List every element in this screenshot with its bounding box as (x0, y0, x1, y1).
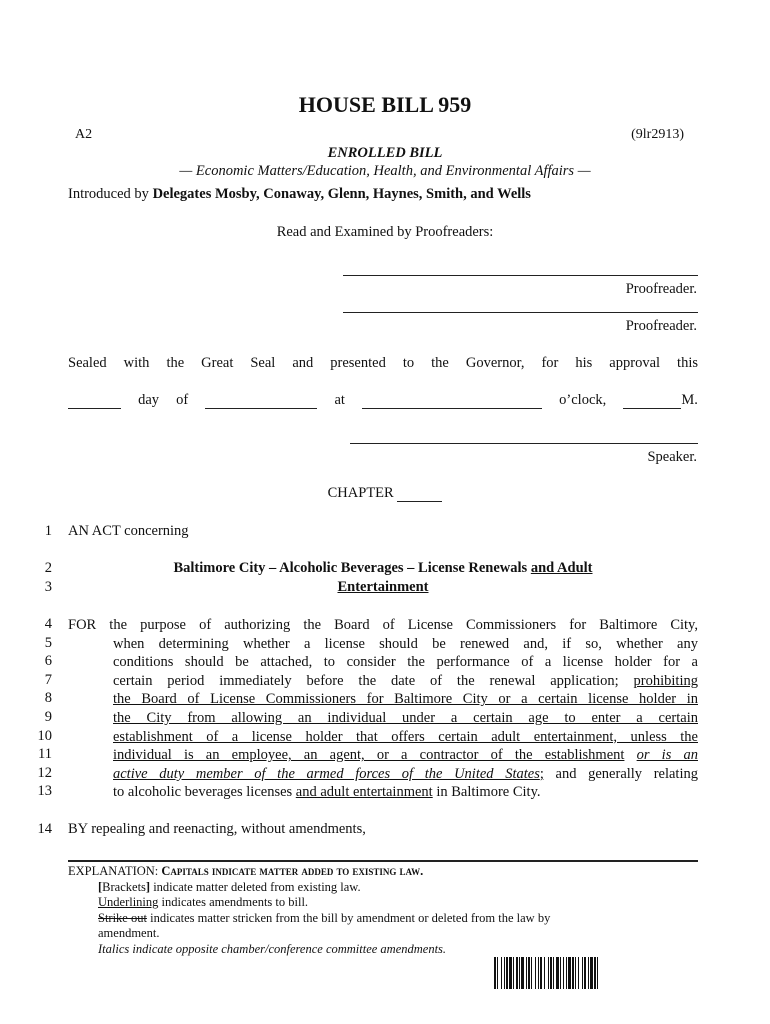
purpose-line-9: the City from allowing an individual under a certain age to enter a certain (113, 709, 698, 726)
line-number: 10 (37, 727, 52, 744)
purpose-line-4: FOR the purpose of authorizing the Board of License Commissioners for Baltimore City, (68, 617, 698, 633)
line-number: 14 (37, 821, 52, 837)
brackets-word: Brackets (102, 879, 146, 894)
bill-heading-line-2: Entertainment (337, 579, 429, 595)
by-repealing-line: BY repealing and reenacting, without amendments, (68, 821, 366, 837)
heading-underlined: and Adult (530, 560, 593, 576)
line-number: 13 (37, 783, 52, 800)
line-number: 11 (38, 746, 52, 763)
proofreader-label-1: Proofreader. (625, 281, 697, 297)
underlining-note: indicates amendments to bill. (158, 895, 309, 909)
line-number: 6 (44, 653, 52, 670)
bill-code-left: A2 (75, 127, 93, 142)
purpose-line-11-space (624, 747, 636, 763)
bill-code-right: (9lr2913) (631, 127, 684, 142)
meridiem-group (623, 392, 698, 409)
sealed-statement: Sealed with the Great Seal and presented to the Governor, for his approval this (68, 355, 698, 371)
brackets-note: indicate matter deleted from existing law. (150, 879, 361, 894)
purpose-line-8: the Board of License Commissioners for Baltimore City or a certain license holder in (113, 691, 698, 708)
purpose-line-11-italic: or is an (636, 747, 698, 764)
purpose-line-11-underlined: individual is an employee, an agent, or a contractor of the establishment (113, 747, 625, 764)
explanation-strike (68, 911, 550, 927)
bill-heading-line-1 (68, 560, 698, 577)
purpose-line-7 (113, 672, 698, 691)
at-label: at (334, 392, 345, 408)
explanation-capitals (68, 864, 550, 880)
line-number: 2 (44, 560, 52, 576)
purpose-line-12 (113, 765, 698, 784)
introduced-prefix: Introduced by (68, 186, 153, 202)
bill-title: HOUSE BILL 959 (298, 92, 472, 117)
capitals-note: Capitals indicate matter added to existing law. (161, 864, 424, 878)
day-label: day (138, 392, 160, 408)
chapter-line (0, 485, 770, 502)
oclock-label: o’clock, (559, 392, 607, 408)
strike-note: indicates matter stricken from the bill by amendment or deleted from the law by (146, 910, 551, 925)
purpose-line-7-plain: certain period immediately before the date of the renewal application; (113, 672, 634, 689)
read-examined-label: Read and Examined by Proofreaders: (276, 224, 494, 240)
introduced-by (68, 186, 531, 203)
proofreader-signature-line-2 (343, 312, 698, 313)
line-number: 9 (44, 709, 52, 725)
chapter-label: CHAPTER (327, 485, 394, 501)
underlining-word: Underlining (98, 895, 159, 909)
purpose-line-12-plain: and generally relating (543, 765, 698, 782)
bracket-close: ] (145, 879, 151, 894)
bill-status: ENROLLED BILL (327, 145, 443, 161)
purpose-line-12-semicolon: ; (539, 765, 544, 782)
m-label: M. (681, 392, 698, 408)
line-number: 8 (44, 690, 52, 707)
heading-plain: Baltimore City – Alcoholic Beverages – License Renewals (173, 560, 531, 576)
explanation-brackets (68, 880, 550, 896)
purpose-line-12-italic: active duty member of the armed forces of the United States (113, 765, 540, 782)
meridiem-blank (623, 394, 681, 409)
sponsors: Delegates Mosby, Conaway, Glenn, Haynes, Smith, and Wells (152, 186, 531, 202)
of-label: of (176, 392, 189, 408)
bracket-open: [ (98, 879, 103, 894)
purpose-line-7-underlined: prohibiting (633, 672, 698, 689)
date-time-row (68, 392, 698, 409)
purpose-line-6: conditions should be attached, to consider the performance of a license holder for a (113, 654, 698, 671)
barcode-icon (494, 957, 680, 989)
chapter-blank (397, 487, 442, 502)
explanation-underlining (68, 895, 550, 911)
purpose-line-5: when determining whether a license should be renewed and, if so, whether any (113, 635, 698, 652)
purpose-line-13-underlined: and adult entertainment (295, 784, 433, 801)
strike-word: Strike out (98, 910, 147, 925)
purpose-line-13 (113, 783, 698, 802)
explanation-block (68, 864, 550, 957)
purpose-line-10: establishment of a license holder that offers certain adult entertainment, unless the (113, 728, 698, 745)
explanation-label: EXPLANATION: (68, 864, 162, 878)
speaker-signature-line (350, 443, 698, 444)
line-number: 7 (44, 671, 52, 688)
purpose-line-13-end: in Baltimore City. (432, 784, 541, 801)
line-number: 4 (44, 616, 52, 632)
month-blank (205, 394, 317, 409)
explanation-strike-cont: amendment. (98, 926, 160, 940)
explanation-rule (68, 860, 698, 862)
line-number: 3 (44, 579, 52, 595)
committee-line: — Economic Matters/Education, Health, and Environmental Affairs — (179, 163, 591, 179)
proofreader-label-2: Proofreader. (625, 318, 697, 334)
purpose-line-11 (113, 746, 698, 765)
line-number: 1 (44, 523, 52, 539)
proofreader-signature-line-1 (343, 275, 698, 276)
line-number: 5 (44, 634, 52, 651)
time-blank (362, 394, 542, 409)
an-act-line: AN ACT concerning (68, 523, 189, 539)
purpose-paragraph (68, 616, 698, 802)
day-number-blank (68, 394, 121, 409)
purpose-line-13-plain: to alcoholic beverages licenses (113, 784, 296, 801)
speaker-label: Speaker. (647, 449, 697, 465)
line-number: 12 (37, 764, 52, 781)
explanation-italics: Italics indicate opposite chamber/conference committee amendments. (98, 941, 447, 956)
